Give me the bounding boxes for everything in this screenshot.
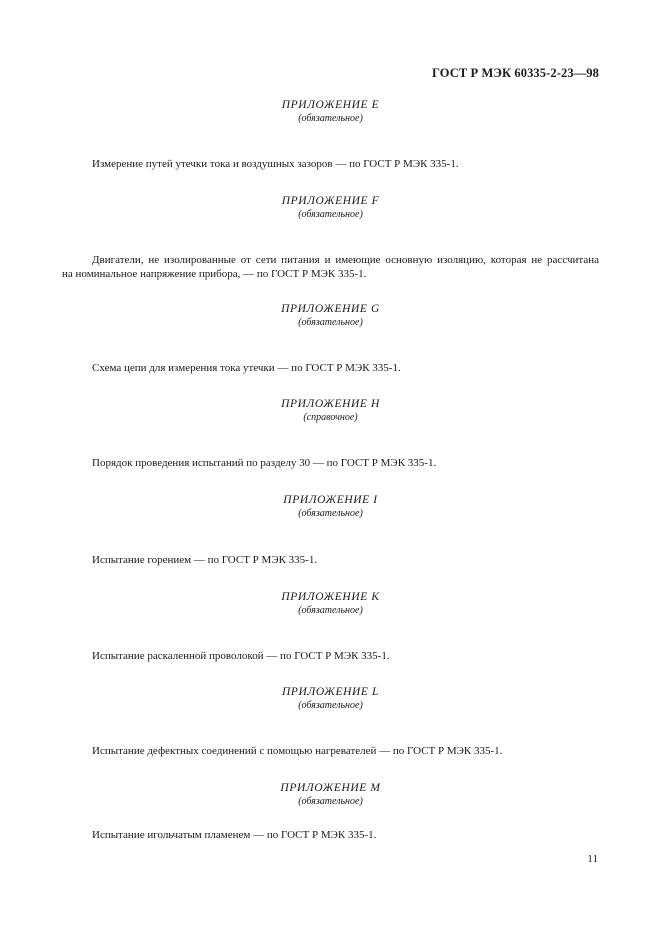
appendix-g-title: ПРИЛОЖЕНИЕ G bbox=[281, 303, 380, 315]
appendix-k-body: Испытание раскаленной проволокой — по ГОСТ Р МЭК 335-1. bbox=[92, 650, 390, 662]
appendix-g-body: Схема цепи для измерения тока утечки — по ГОСТ Р МЭК 335-1. bbox=[92, 362, 401, 374]
appendix-k-text bbox=[62, 650, 599, 664]
appendix-l-heading bbox=[0, 685, 661, 712]
appendix-h-status: (справочное) bbox=[303, 412, 358, 423]
appendix-l-text bbox=[62, 745, 599, 759]
appendix-e-title: ПРИЛОЖЕНИЕ E bbox=[281, 99, 380, 111]
appendix-h-title: ПРИЛОЖЕНИЕ H bbox=[281, 398, 380, 410]
appendix-f-body-line1: Двигатели, не изолированные от сети питания и имеющие основную изоляцию, которая не рассчитана bbox=[92, 254, 599, 266]
appendix-i-text bbox=[62, 554, 599, 568]
appendix-f-status: (обязательное) bbox=[298, 209, 363, 220]
appendix-h-body: Порядок проведения испытаний по разделу 30 — по ГОСТ Р МЭК 335-1. bbox=[92, 457, 437, 469]
appendix-i-status: (обязательное) bbox=[298, 508, 363, 519]
appendix-l-status: (обязательное) bbox=[298, 700, 363, 711]
appendix-h-text bbox=[62, 457, 599, 471]
appendix-e-body: Измерение путей утечки тока и воздушных зазоров — по ГОСТ Р МЭК 335-1. bbox=[92, 158, 459, 170]
appendix-k-title: ПРИЛОЖЕНИЕ K bbox=[281, 591, 380, 603]
appendix-l-title: ПРИЛОЖЕНИЕ L bbox=[282, 686, 379, 698]
appendix-m-text bbox=[62, 829, 599, 843]
appendix-f-body-line2: на номинальное напряжение прибора, — по ГОСТ Р МЭК 335-1. bbox=[62, 267, 367, 280]
appendix-e-heading bbox=[0, 98, 661, 125]
appendix-h-heading bbox=[0, 397, 661, 424]
appendix-f-heading bbox=[0, 194, 661, 221]
appendix-l-body: Испытание дефектных соединений с помощью нагревателей — по ГОСТ Р МЭК 335-1. bbox=[92, 745, 503, 757]
appendix-m-status: (обязательное) bbox=[298, 796, 363, 807]
appendix-k-heading bbox=[0, 590, 661, 617]
appendix-m-body: Испытание игольчатым пламенем — по ГОСТ Р МЭК 335-1. bbox=[92, 829, 377, 841]
page-number: 11 bbox=[587, 853, 598, 865]
appendix-e-status: (обязательное) bbox=[298, 113, 363, 124]
appendix-i-heading bbox=[0, 493, 661, 520]
appendix-m-heading bbox=[0, 781, 661, 808]
appendix-f-title: ПРИЛОЖЕНИЕ F bbox=[281, 195, 380, 207]
appendix-i-body: Испытание горением — по ГОСТ Р МЭК 335-1. bbox=[92, 554, 318, 566]
appendix-e-text bbox=[62, 158, 599, 172]
appendix-g-text bbox=[62, 362, 599, 376]
document-header: ГОСТ Р МЭК 60335-2-23—98 bbox=[432, 66, 599, 80]
appendix-f-text bbox=[62, 254, 599, 281]
appendix-g-heading bbox=[0, 302, 661, 329]
appendix-g-status: (обязательное) bbox=[298, 317, 363, 328]
appendix-i-title: ПРИЛОЖЕНИЕ I bbox=[283, 494, 378, 506]
appendix-k-status: (обязательное) bbox=[298, 605, 363, 616]
appendix-m-title: ПРИЛОЖЕНИЕ M bbox=[280, 782, 381, 794]
